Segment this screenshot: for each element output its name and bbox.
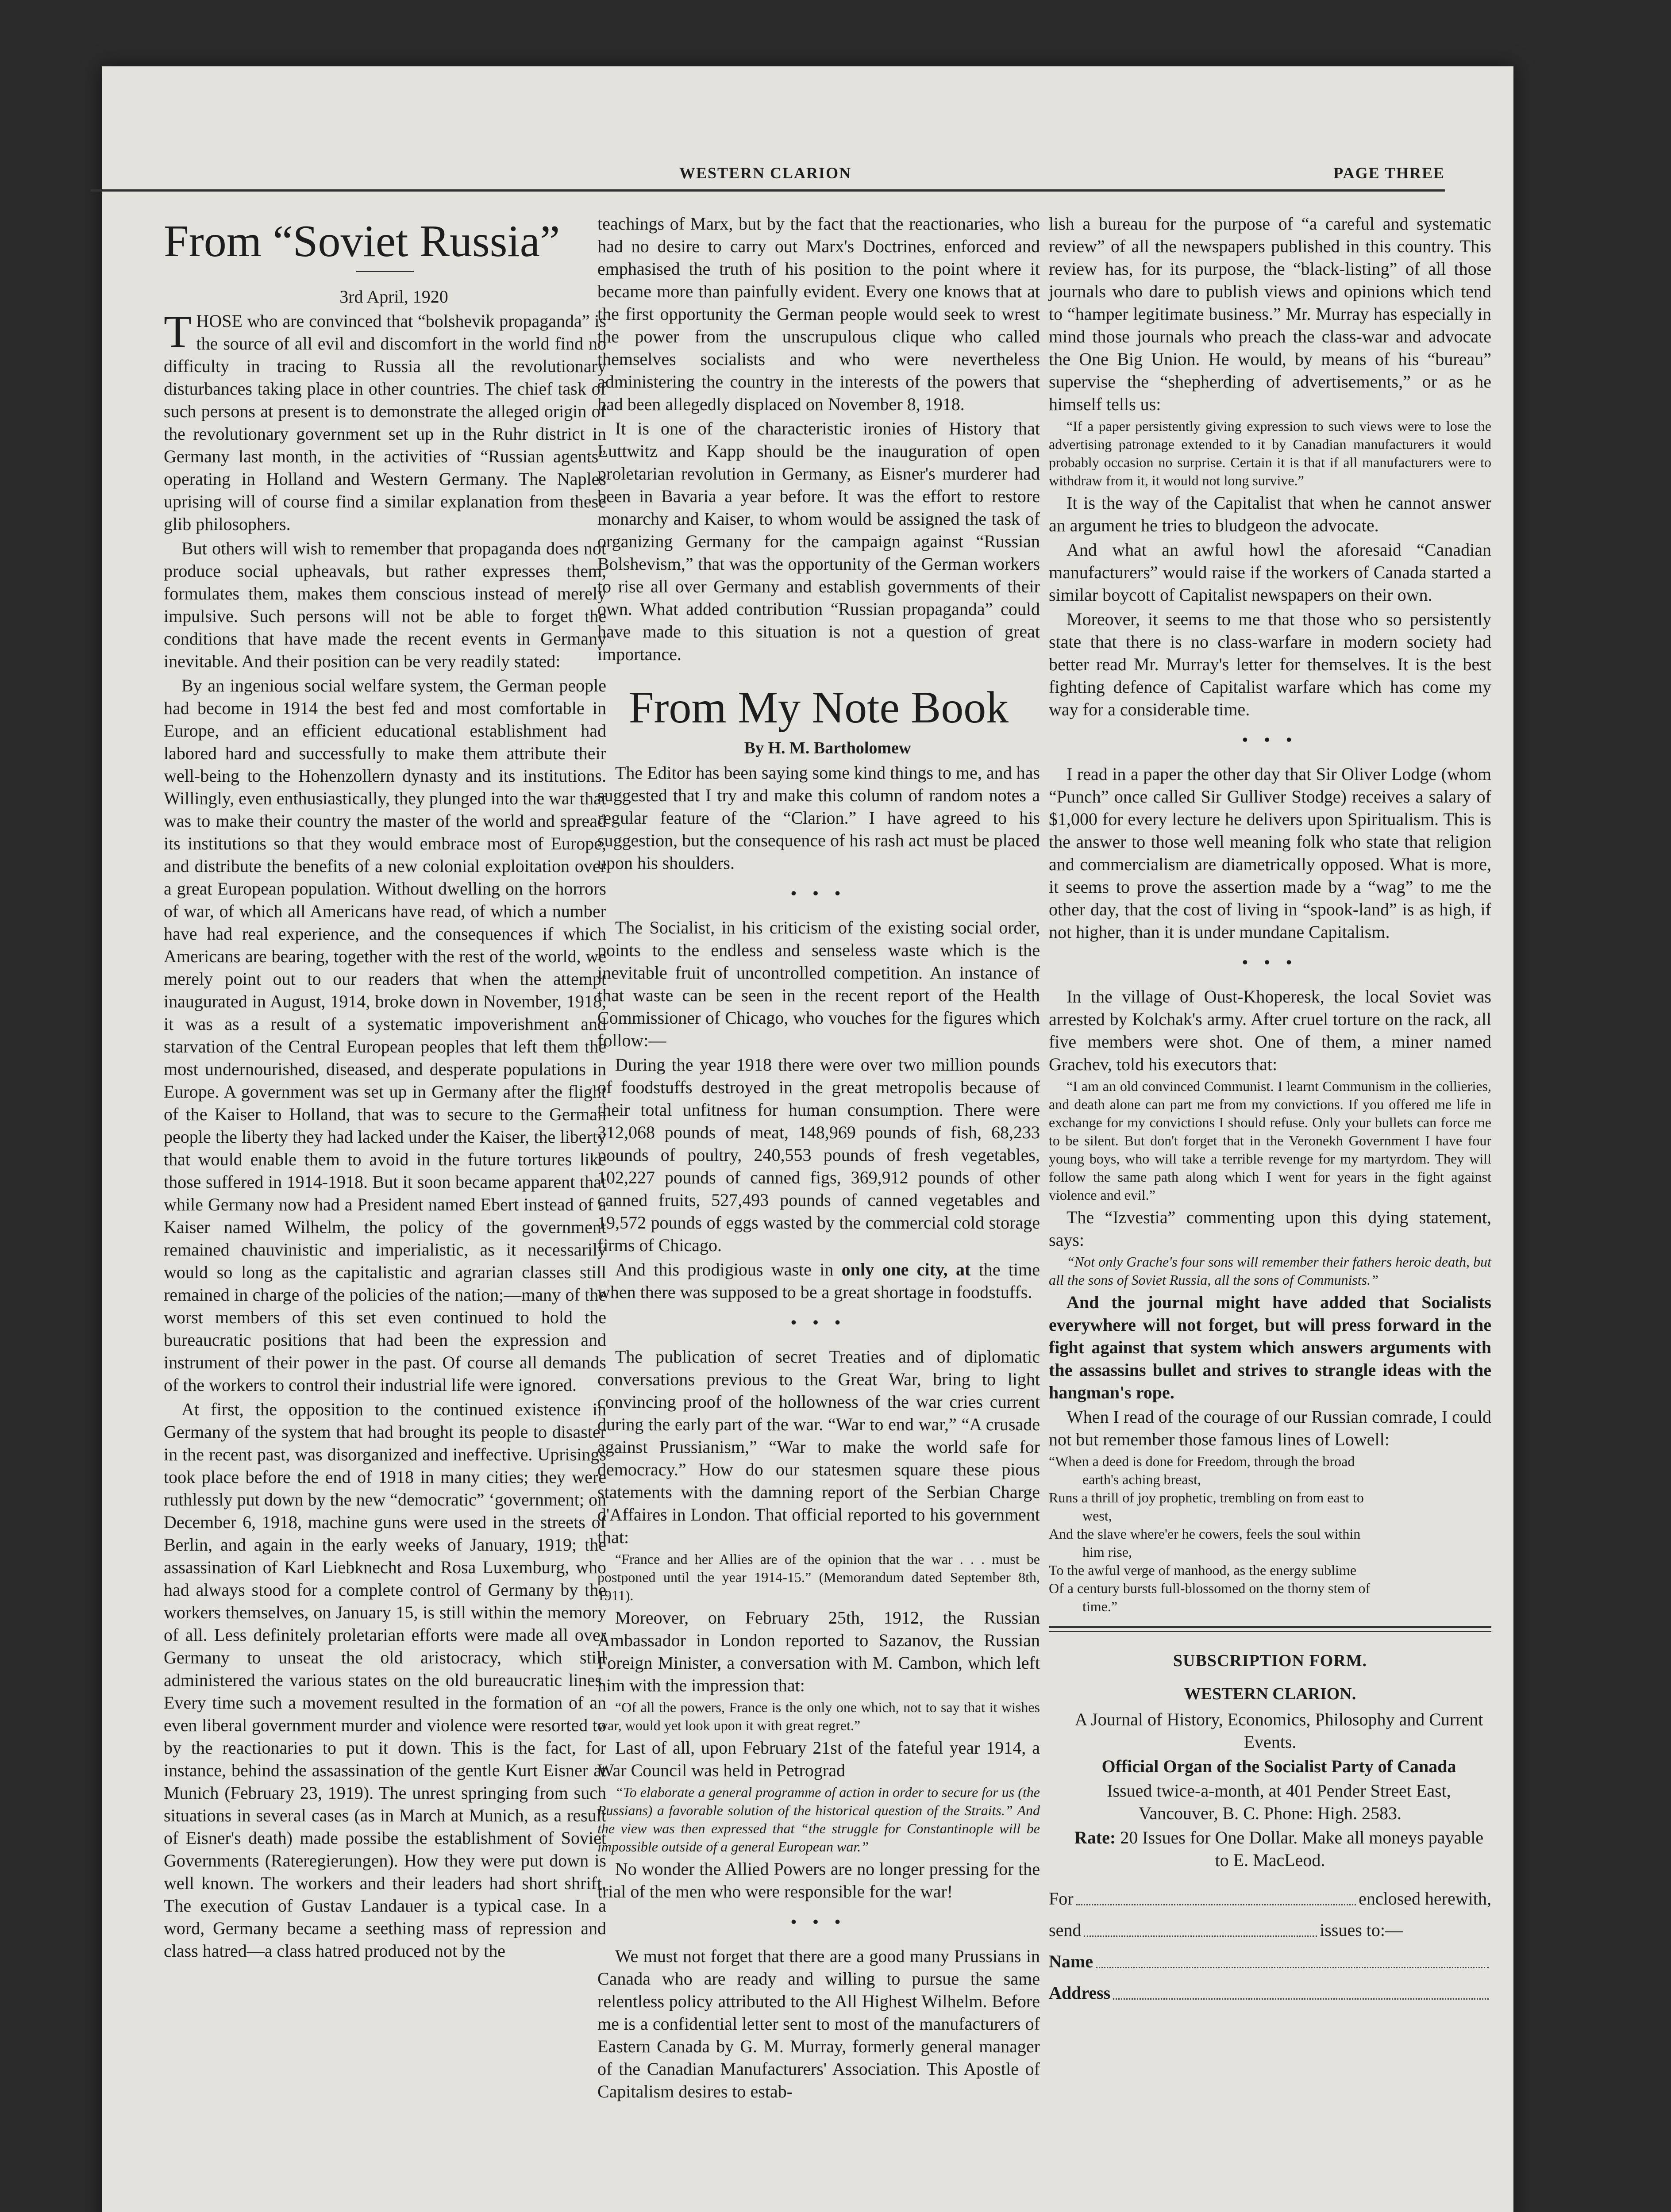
column-2 xyxy=(597,212,1040,2104)
block-quote: “To elaborate a general programme of action in order to secure for us (the Russians) a favorable solution of the historical question of the Straits.” And the view was then expressed that “the struggle for Constantinople will be impossible outside of a general European war.” xyxy=(597,1784,1040,1855)
section-separator: • • • xyxy=(791,884,847,902)
article-paragraph: The publication of secret Treaties and of diplomatic conversations previous to the Great War, bring to light convincing proof of the hollowness of the war cries current during the early part of the war. “War to end war,” “A crusade against Prussianism,” “War to make the world safe for democracy.” How do our statesmen square these pious statements with the damning report of the Serbian Charge d'Affaires in London. That official reported to his government that: xyxy=(597,1347,1040,1547)
article-paragraph: And the journal might have added that Socialists everywhere will not forget, but will press forward in the fight against that system which answers arguments with the assassins bullet and strives to strangle ideas with the hangman's rope. xyxy=(1049,1292,1491,1402)
issues-count-field[interactable] xyxy=(1084,1936,1317,1937)
subscription-heading: SUBSCRIPTION FORM. xyxy=(1173,1651,1367,1670)
subscription-organ: Official Organ of the Socialist Party of Canada xyxy=(1101,1756,1456,1776)
poem-line: To the awful verge of manhood, as the energy sublime xyxy=(1049,1562,1357,1578)
amount-field[interactable] xyxy=(1076,1904,1356,1905)
article-paragraph: During the year 1918 there were over two million pounds of foodstuffs destroyed in the great metropolis because of their total unfitness for human consumption. There were 312,068 pounds of meat, 148,969 pounds of fish, 68,233 pounds of poultry, 240,553 pounds of fresh vegetables, 102,227 pounds of canned figs, 369,912 pounds of other canned fruits, 527,493 pounds of canned vegetables and 19,572 pounds of eggs wasted by the commercial cold storage firms of Chicago. xyxy=(597,1055,1040,1255)
block-quote: “I am an old convinced Communist. I learnt Communism in the collieries, and death alone can part me from my convictions. If you offered me life in exchange for my convictions I should refuse. Only your bullets can force me to be silent. But don't forget that in the Veronekh Government I have four young boys, who will take a terrible revenge for my martyrdom. They will follow the same path along which I went for years in the fight against violence and evil.” xyxy=(1049,1078,1491,1203)
publication-name: WESTERN CLARION xyxy=(679,164,852,182)
section-separator: • • • xyxy=(791,1313,847,1331)
poem-line: west, xyxy=(1082,1508,1112,1524)
section-separator: • • • xyxy=(1242,953,1298,971)
subscription-publication: WESTERN CLARION. xyxy=(1184,1685,1356,1703)
form-line-send: send issues to:— xyxy=(1049,1920,1403,1940)
poem-line: And the slave where'er he cowers, feels the soul within xyxy=(1049,1526,1361,1542)
article-paragraph: And this prodigious waste in only one city, at the time when there was supposed to be a great shortage in foodstuffs. xyxy=(597,1260,1040,1302)
page-number: PAGE THREE xyxy=(1333,164,1445,182)
name-field[interactable] xyxy=(1096,1967,1489,1968)
block-quote: “If a paper persistently giving expression to such views were to lose the advertising patronage extended to it by Canadian manufacturers it would probably occasion no surprise. Certain it is that if all manufacturers were to withdraw from it, it would not long survive.” xyxy=(1049,418,1491,488)
poem-line: “When a deed is done for Freedom, through the broad xyxy=(1049,1453,1355,1469)
article-paragraph: THOSE who are convinced that “bolshevik propaganda” is the source of all evil and discomfort in the world find no difficulty in tracing to Russia all the revolutionary disturbances taking place in other countries. The chief task of such persons at present is to demonstrate the alleged origin of the revolutionary government set up in the Ruhr district in Germany last month, in the activities of “Russian agents” operating in Holland and Western Germany. The Naples uprising will of course find a similar explanation from these glib philosophers. xyxy=(164,306,606,534)
article-paragraph: No wonder the Allied Powers are no longer pressing for the trial of the men who were responsible for the war! xyxy=(597,1859,1040,1901)
article-paragraph: But others will wish to remember that propaganda does not produce social upheavals, but rather expresses them, formulates them, makes them conscious instead of merely impulsive. Such persons will not be able to forget the conditions that have made the recent events in Germany inevitable. And their position can be very readily stated: xyxy=(164,538,606,671)
masthead xyxy=(91,159,1445,186)
masthead-rule xyxy=(91,189,1445,192)
article-paragraph: I read in a paper the other day that Sir Oliver Lodge (whom “Punch” once called Sir Gulliver Stodge) receives a salary of $1,000 for every lecture he delivers upon Spiritualism. This is the answer to those well meaning folk who state that religion and commercialism are diametrically opposed. What is more, it seems to prove the assertion made by a “wag” to me the other day, that the cost of living in “spook-land” is as high, if not higher, than it is under mundane Capitalism. xyxy=(1049,764,1491,942)
article-title-soviet-russia: From “Soviet Russia” xyxy=(164,216,560,266)
column-3 xyxy=(1049,212,1491,2013)
article-paragraph: We must not forget that there are a good many Prussians in Canada who are ready and willing to pursue the same relentless policy attributed to the All Highest Wilhelm. Before me is a confidential letter sent to most of the manufacturers of Eastern Canada by G. M. Murray, formerly general manager of the Canadian Manufacturers' Association. This Apostle of Capitalism desires to estab- xyxy=(597,1946,1040,2101)
block-quote: “France and her Allies are of the opinion that the war . . . must be postponed until the year 1914-15.” (Memorandum dated September 8th, 1911). xyxy=(597,1551,1040,1603)
title-rule xyxy=(356,271,414,272)
form-line-for: For enclosed herewith, xyxy=(1049,1889,1491,1909)
address-field[interactable] xyxy=(1113,1998,1489,2000)
block-quote: “Of all the powers, France is the only one which, not to say that it wishes war, would yet look upon it with great regret.” xyxy=(597,1699,1040,1733)
article-paragraph: At first, the opposition to the continued existence in Germany of the system that had brought its people to disaster in the recent past, was disorganized and ineffective. Uprisings took place before the end of 1918 in many cities; they were ruthlessly put down by the new “democratic” ‘government; on December 6, 1918, machine guns were used in the streets of Berlin, and again in the early weeks of January, 1919; the assassination of Karl Liebknecht and Rosa Luxemburg, who had always stood for a complete control of Germany by the workers themselves, on January 15, is still within the memory of all. Less definitely proletarian efforts were made all over Germany to unseat the old aristocracy, which still administered the various states on the old bureaucratic lines. Every time such a movement resulted in the formation of an even liberal government murder and violence were resorted to by the reactionaries to put it down. This is the fact, for instance, behind the assassination of the gentle Kurt Eisner at Munich (February 23, 1919). The unrest springing from such situations in several cases (as in March at Munich, as a result of Eisner's death) made possibe the establishment of Soviet Governments (Rateregierungen). How they were put down is well known. The workers and their leaders had short shrift. The execution of Gustav Landauer is a typical case. In a word, Germany became a seething mass of repression and class hatred—a class hatred produced not by the xyxy=(164,1399,606,1961)
block-quote: “Not only Grache's four sons will remember their fathers heroic death, but all the sons of Soviet Russia, all the sons of Communists.” xyxy=(1049,1254,1491,1288)
article-paragraph: teachings of Marx, but by the fact that the reactionaries, who had no desire to carry out Marx's Doctrines, enforced and emphasised the truth of his position to the point where it became more than painfully evident. Every one knows that at the first opportunity the German people would seek to wrest the power from the unscrupulous clique who called themselves socialists and who were nevertheless administering the country in the interests of the powers that had been allegedly displaced on November 8, 1918. xyxy=(597,214,1040,414)
subscription-description: A Journal of History, Economics, Philosophy and Current Events. xyxy=(1074,1709,1483,1752)
form-line-name: Name xyxy=(1049,1950,1491,1973)
section-separator: • • • xyxy=(1242,731,1298,749)
article-paragraph: It is the way of the Capitalist that when he cannot answer an argument he tries to bludgeon the advocate. xyxy=(1049,493,1491,535)
article-paragraph: And what an awful howl the aforesaid “Canadian manufacturers” would raise if the workers of Canada started a similar boycott of Capitalist newspapers on their own. xyxy=(1049,540,1491,605)
article-title-note-book: From My Note Book xyxy=(628,683,1009,733)
article-date: 3rd April, 1920 xyxy=(339,287,448,307)
subscription-address: Issued twice-a-month, at 401 Pender Street East, Vancouver, B. C. Phone: High. 2583. xyxy=(1107,1781,1451,1823)
article-paragraph: Last of all, upon February 21st of the fateful year 1914, a War Council was held in Petrograd xyxy=(597,1738,1040,1780)
article-paragraph: By an ingenious social welfare system, the German people had become in 1914 the best fed and most comfortable in Europe, and an efficient educational establishment had labored hard and successfully to make them attribute their well-being to the Hohenzollern dynasty and its institutions. Willingly, even enthusiastically, they plunged into the war that was to make their country the master of the world and spread its institutions so that they would embrace most of Europe, and distribute the benefits of a new colonial exploitation over a great European population. Without dwelling on the horrors of war, of which all Americans have read, of which a number have had real experience, and the consequences if which Americans are bearing, together with the rest of the world, we merely point out to our readers that when the attempt inaugurated in August, 1914, broke down in November, 1918, it was as a result of a systematic impoverishment and starvation of the Central European peoples that left them the most undernourished, diseased, and desperate populations in Europe. A government was set up in Germany after the flight of the Kaiser to Holland, that was to secure to the German people the liberty they had lacked under the Kaiser, the liberty that would enable them to avoid in the future tortures like those suffered in 1914-1918. But it soon became apparent that while Germany now had a President named Ebert instead of a Kaiser named Wilhelm, the policy of the government remained chauvinistic and imperialistic, as it necessarily would so long as the capitalistic and agrarian classes still remained in charge of the policies of the nation;—many of the worst members of this set even continued to hold the bureaucratic positions that had been the expression and instrument of their power in the past. Of course all demands of the workers to control their industrial life were ignored. xyxy=(164,676,606,1395)
article-paragraph: The Socialist, in his criticism of the existing social order, points to the endless and senseless waste which is the inevitable fruit of uncontrolled competition. An instance of that waste can be seen in the recent report of the Health Commissioner of Chicago, who vouches for the figures which follow:— xyxy=(597,918,1040,1050)
section-double-rule xyxy=(1049,1626,1491,1632)
poem-quote xyxy=(1049,1452,1491,1616)
poem-line: time.” xyxy=(1082,1598,1118,1614)
poem-line: him rise, xyxy=(1082,1544,1132,1560)
article-paragraph: In the village of Oust-Khoperesk, the local Soviet was arrested by Kolchak's army. After cruel torture on the rack, all five members were shot. One of them, a miner named Grachev, told his executors that: xyxy=(1049,987,1491,1074)
poem-line: Runs a thrill of joy prophetic, trembling on from east to xyxy=(1049,1490,1364,1505)
poem-line: earth's aching breast, xyxy=(1082,1471,1201,1487)
byline: By H. M. Bartholomew xyxy=(744,739,911,757)
drop-cap: T xyxy=(164,306,192,357)
article-paragraph: lish a bureau for the purpose of “a careful and systematic review” of all the newspapers published in this country. This review has, for its purpose, the “black-listing” of all those journals who dare to publish views and opinions which tend to “hamper legitimate business.” Mr. Murray has especially in mind those journals who preach the class-war and advocate the One Big Union. He would, by means of his “bureau” supervise the “shepherding of advertisements,” or as he himself tells us: xyxy=(1049,214,1491,414)
section-separator: • • • xyxy=(791,1913,847,1931)
subscription-rate: Rate: 20 Issues for One Dollar. Make all moneys payable to E. MacLeod. xyxy=(1074,1828,1484,1870)
article-paragraph: The “Izvestia” commenting upon this dying statement, says: xyxy=(1049,1207,1491,1250)
article-paragraph: The Editor has been saying some kind things to me, and has suggested that I try and make this column of random notes a regular feature of the “Clarion.” I have agreed to his suggestion, but the consequence of his rash act must be placed upon his shoulders. xyxy=(597,763,1040,873)
article-paragraph: Moreover, it seems to me that those who so persistently state that there is no class-warfare in modern society had better read Mr. Murray's letter for themselves. It is the best fighting defence of Capitalist warfare which has come my way for a considerable time. xyxy=(1049,609,1491,719)
form-line-address: Address xyxy=(1049,1982,1491,2004)
poem-line: Of a century bursts full-blossomed on the thorny stem of xyxy=(1049,1580,1371,1596)
article-paragraph: Moreover, on February 25th, 1912, the Russian Ambassador in London reported to Sazanov, the Russian Foreign Minister, a conversation with M. Cambon, which left him with the impression that: xyxy=(597,1608,1040,1695)
article-paragraph: It is one of the characteristic ironies of History that Luttwitz and Kapp should be the inauguration of open proletarian revolution in Germany, as Eisner's murderer had been in Bavaria a year before. It was the effort to restore monarchy and Kaiser, to whom would be assigned the task of organizing Germany for the campaign against “Russian Bolshevism,” that was the opportunity of the German workers to rise all over Germany and establish governments of their own. What added contribution “Russian propaganda” could have made to this situation is not a question of great importance. xyxy=(597,419,1040,664)
column-1 xyxy=(164,212,606,1964)
article-paragraph: When I read of the courage of our Russian comrade, I could not but remember those famous lines of Lowell: xyxy=(1049,1407,1491,1449)
